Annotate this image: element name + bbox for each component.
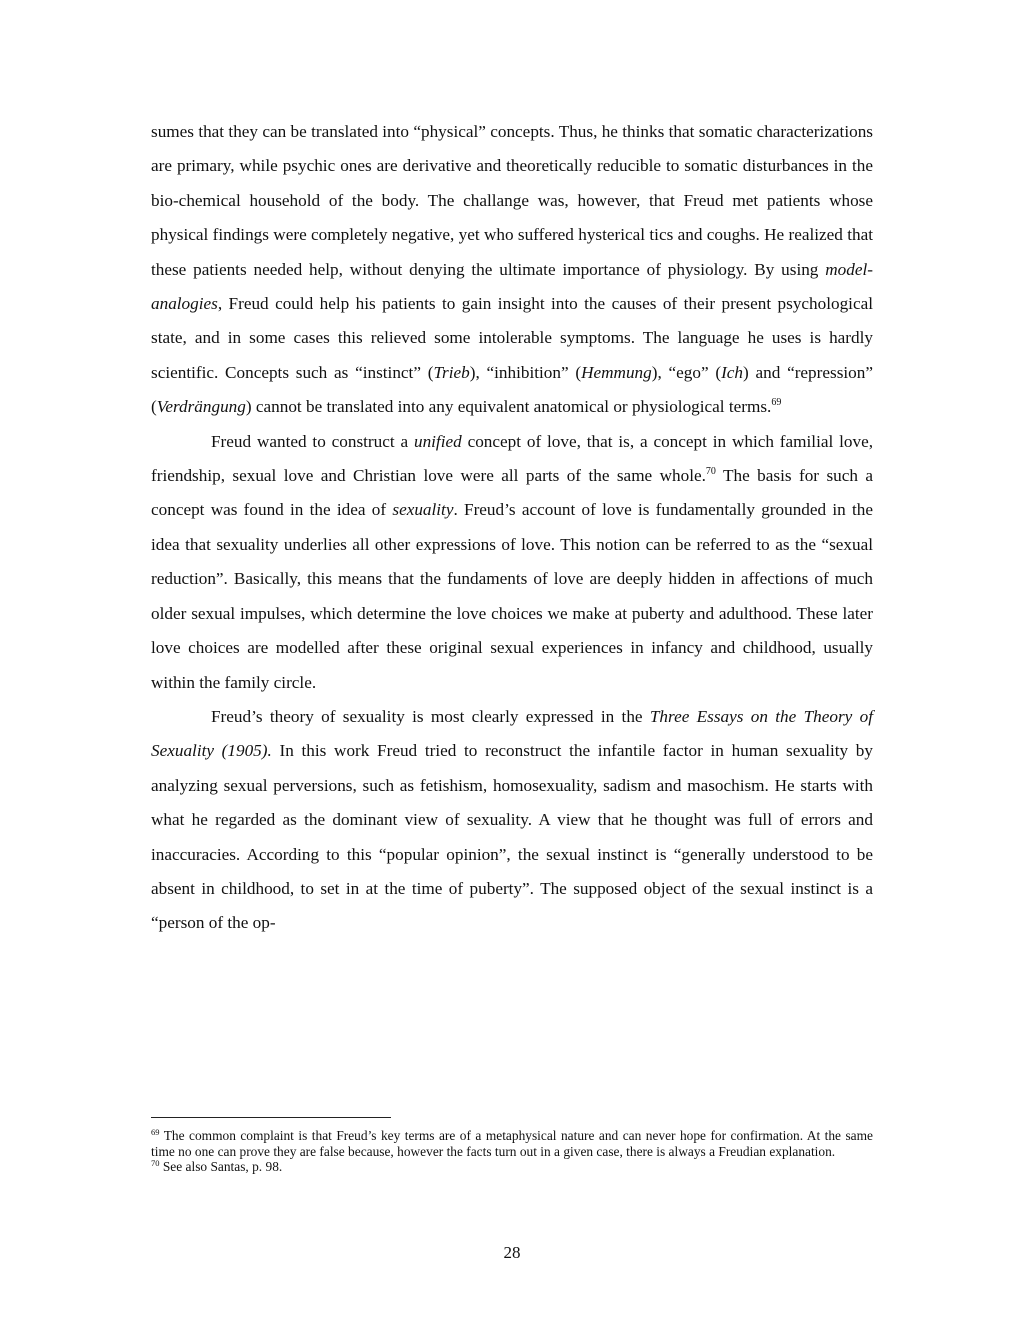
footnote-marker: 69 [151,1127,160,1137]
footnote-ref-70: 70 [705,466,716,478]
body-text [151,115,873,941]
text-run: , Freud could help his patients to gain insight into the causes of their present psychological state, and in some cases this relieved some intolerable symptoms. The language he uses is hardly scientific. Concepts such as “instinct” ( [151,294,873,382]
footnote-69 [151,1128,873,1159]
footnote-separator [151,1117,391,1118]
text-run: . Freud’s account of love is fundamentally grounded in the idea that sexuality underlies all other expressions of love. This notion can be referred to as the “sexual reduction”. Basically, this means that the fundaments of love are deeply hidden in affections of much older sexual impulses, which determine the love choices we make at puberty and adulthood. These later love choices are modelled after these original sexual experiences in infancy and childhood, usually within the family circle. [151,500,873,692]
text-run: ) cannot be translated into any equivalent anatomical or physiological terms. [245,397,772,417]
text-run: ), “inhibition” ( [469,362,582,382]
text-run: sumes that they can be translated into “physical” concepts. Thus, he thinks that somatic characterizations are primary, while psychic ones are derivative and theoretically reducible to somatic disturbances in the bio-chemical household of the body. The challange was, however, that Freud met patients whose physical findings were completely negative, yet who suffered hysterical tics and coughs. He realized that these patients needed help, without denying the ultimate importance of physiology. By using [151,122,873,279]
paragraph-2 [151,425,873,700]
paragraph-3 [151,700,873,941]
italic-term-model-analogies: model-analogies [151,259,873,314]
text-run: Freud wanted to construct a [211,431,414,451]
text-run: ) and “repression” ( [151,362,873,417]
footnote-70 [151,1159,873,1175]
text-run: concept of love, that is, a concept in which familial love, friendship, sexual love and Christian love were all parts of the same whole. [151,431,873,486]
footnote-text: The common complaint is that Freud’s key terms are of a metaphysical nature and can never hope for confirmation. At the same time no one can prove they are false because, however the facts turn out in a given case, there is always a Freudian explanation. [151,1128,873,1159]
italic-term-verdrangung: Verdrängung [156,397,246,417]
page-number: 28 [503,1243,521,1262]
footnote-ref-69: 69 [771,397,782,409]
text-run: The basis for such a concept was found in the idea of [151,466,874,520]
footnotes [151,1128,873,1175]
footnote-marker: 70 [151,1158,160,1169]
text-run: Freud’s theory of sexuality is most clearly expressed in the [211,706,650,726]
paragraph-1 [151,115,873,425]
italic-term-unified: unified [413,431,462,451]
italic-term-hemmung: Hemmung [581,362,652,382]
text-run: In this work Freud tried to reconstruct the infantile factor in human sexuality by analyzing sexual perversions, such as fetishism, homosexuality, sadism and masochism. He starts with what he regarded as the dominant view of sexuality. A view that he thought was full of errors and inaccuracies. According to this “popular opinion”, the sexual instinct is “generally understood to be absent in childhood, to set in at the time of puberty”. The supposed object of the sexual instinct is a “person of the op- [151,741,873,933]
italic-term-trieb: Trieb [433,362,470,382]
footnote-text: See also Santas, p. 98. [162,1159,283,1175]
text-run: ), “ego” ( [651,362,722,382]
italic-term-sexuality: sexuality [392,500,454,520]
italic-book-title: Three Essays on the Theory of Sexuality (1905). [151,706,873,761]
italic-term-ich: Ich [721,362,744,382]
